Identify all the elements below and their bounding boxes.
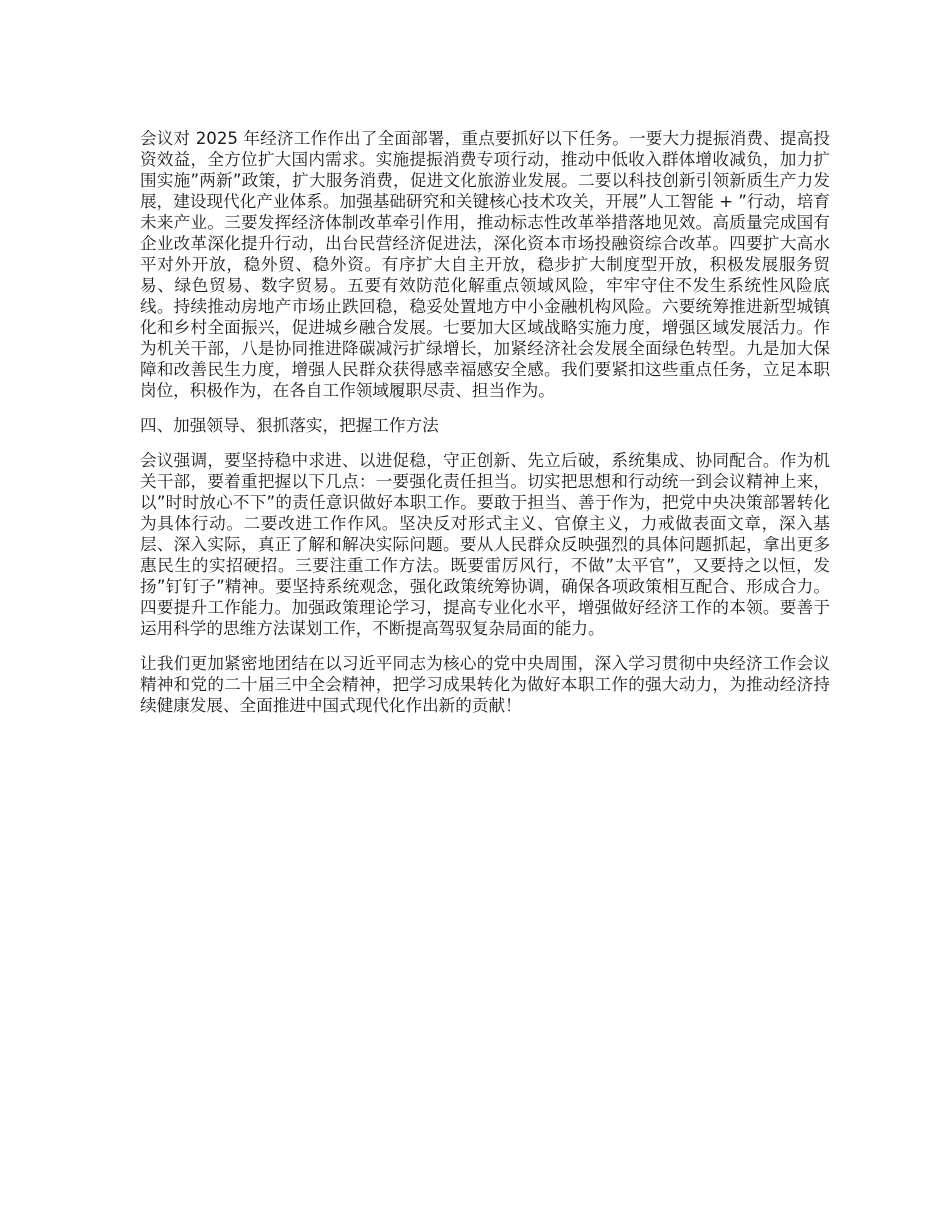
section-heading: 四、加强领导、狠抓落实，把握工作方法 xyxy=(140,416,439,435)
document-page xyxy=(140,128,830,730)
paragraph-tasks: 会议对 2025 年经济工作作出了全面部署，重点要抓好以下任务。一要大力提振消费、提高投资效益，全方位扩大国内需求。实施提振消费专项行动，推动中低收入群体增收减负，加力扩围实施”两新”政策，扩大服务消费，促进文化旅游业发展。二要以科技创新引领新质生产力发展，建设现代化产业体系。加强基础研究和关键核心技术攻关，开展”人工智能 + ”行动，培育未来产业。三要发挥经济体制改革牵引作用，推动标志性改革举措落地见效。高质量完成国有企业改革深化提升行动，出台民营经济促进法，深化资本市场投融资综合改革。四要扩大高水平对外开放，稳外贸、稳外资。有序扩大自主开放，稳步扩大制度型开放，积极发展服务贸易、绿色贸易、数字贸易。五要有效防范化解重点领域风险，牢牢守住不发生系统性风险底线。持续推动房地产市场止跌回稳，稳妥处置地方中小金融机构风险。六要统筹推进新型城镇化和乡村全面振兴，促进城乡融合发展。七要加大区域战略实施力度，增强区域发展活力。作为机关干部，八是协同推进降碳减污扩绿增长，加紧经济社会发展全面绿色转型。九是加大保障和改善民生力度，增强人民群众获得感幸福感安全感。我们要紧扣这些重点任务，立足本职岗位，积极作为，在各自工作领域履职尽责、担当作为。 xyxy=(140,129,830,400)
paragraph-methods: 会议强调，要坚持稳中求进、以进促稳，守正创新、先立后破，系统集成、协同配合。作为机关干部，要着重把握以下几点：一要强化责任担当。切实把思想和行动统一到会议精神上来，以”时时放心不下”的责任意识做好本职工作。要敢于担当、善于作为，把党中央决策部署转化为具体行动。二要改进工作作风。坚决反对形式主义、官僚主义，力戒做表面文章，深入基层、深入实际，真正了解和解决实际问题。要从人民群众反映强烈的具体问题抓起，拿出更多惠民生的实招硬招。三要注重工作方法。既要雷厉风行，不做”太平官”，又要持之以恒，发扬”钉钉子”精神。要坚持系统观念，强化政策统筹协调，确保各项政策相互配合、形成合力。四要提升工作能力。加强政策理论学习，提高专业化水平，增强做好经济工作的本领。要善于运用科学的思维方法谋划工作，不断提高驾驭复杂局面的能力。 xyxy=(140,451,830,638)
paragraph-closing: 让我们更加紧密地团结在以习近平同志为核心的党中央周围，深入学习贯彻中央经济工作会议精神和党的二十届三中全会精神，把学习成果转化为做好本职工作的强大动力，为推动经济持续健康发展、全面推进中国式现代化作出新的贡献！ xyxy=(140,654,830,715)
